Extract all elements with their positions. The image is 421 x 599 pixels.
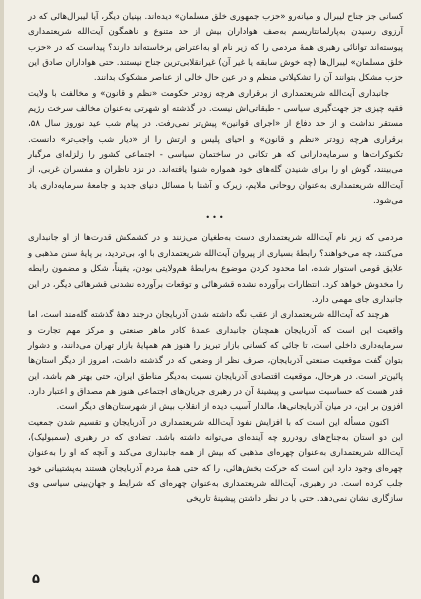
paragraph-1: کسانی جز جناح لیبرال و میانه‌رو «حزب جمهوری خلق مسلمان» دیده‌اند. بپنیان دیگر، آیا لیبرال‌هائی که در آرزوی رسیدن به‌پارلمانتاریسم به‌صف هواداران بیش از حد متنوع و ناهمگون آیت‌الله شریعتمداری پیوسته‌اند توانائی رهبری همهٔ مردمی را که زیر نام او به‌اعتراض برخاسته‌اند دارند؟ پیداست که در «حزب خلق مسلمان» لیبرال‌ها (چه خوش سابقه یا غیر آن) غیرانقلابی‌ترین جناح نیستند. حتی هواداران صادق این حزب مشکل بتوانند آن را تشکیلاتی منظم و در عین حال خالی از عناصر مشکوک بدانند. [28, 12, 403, 84]
paragraph-4: هرچند که آیت‌الله شریعتمداری از عقب نگه داشته شدن آذربایجان درجند دههٔ گذشته گله‌مند است، اما واقعیت این است که آذربایجان همچنان جانبداری عمدهٔ کادر ماهر صنعتی و مرکز مهم تجارت و سرمایه‌داری داخلی است، تا جائی که کسانی بازار تبریز را هنوز هم همپایهٔ بازار تهران می‌دانند، و دشوار بتوان گفت موقعیت صنعتی آذربایجان، صرف نظر از وضعی که در گذشته داشت، امروز از دیگر استان‌ها پائین‌تر است. در هرحال، موقعیت اقتصادی آذربایجان نسبت به‌دیگر مناطق ایران، حتی بهتر هم باشد، این قدر هست که حساسیت سیاسی و پیشینهٔ آن در رهبری جریان‌های اجتماعی هنوز هم مصداق و اعتبار دارد. افزون بر این، در میان آذربایجانی‌ها، مالدار آسیب دیده از انقلاب بیش از شهرستان‌های دیگر است. [28, 310, 403, 413]
paragraph-3: مردمی که زیر نام آیت‌الله شریعتمداری دست به‌طغیان می‌زنند و در کشمکش قدرت‌ها از او جانبداری می‌کنند، چه می‌خواهند؟ رابطهٔ بسیاری از پیروان آیت‌الله شریعتمداری با او، بی‌تردید، بر پایهٔ سنن مذهبی و علایق قومی استوار شده، اما محدود کردن موضوع به‌رابطهٔ هم‌ولایتی بودن، یقیناً، شکل و مضمون رابطه را مخدوش خواهد کرد. انتظارات برآورده نشده قشرهائی و توقعات برآورده نشدنی قشرهائی دیگر، در این جانبداری جای مهمی دارد. [28, 233, 403, 305]
article-body [28, 10, 403, 508]
page-number: ۵ [32, 572, 40, 587]
paragraph-2: جانبداری آیت‌الله شریعتمداری از برقراری هرچه زودتر حکومت «نظم و قانون» و مخالفت با ولایت فقیه چیزی جز جهت‌گیری سیاسی - طبقاتی‌اش نیست. در گذشته او شهرتی به‌عنوان مخالف سرخت رژیم مستقر نداشت و از حد دفاع از «اجرای قوانین» پیش‌تر نمی‌رفت. در پیام شب عید نوروز سال ۵۸، برقراری هرچه زودتر «نظم و قانون» و احیای پلیس و ارتش را از «دیار شب واجب‌تر» دانست. تکنوکرات‌ها و سرمایه‌دارانی که هر تکانی در ساختمان سیاسی - اجتماعی کشور را زلزله‌ای مرگبار می‌بینند، گوش او را برای شنیدن گله‌های خود همواره شنوا یافته‌اند. در نزد ناظران و مفسران غربی، از آیت‌الله شریعتمداری به‌عنوان روحانی ملایم، زیرک و آشنا با مسائل دنیای جدید و جامعهٔ سرمایه‌داری یاد می‌شود. [28, 88, 403, 207]
paragraph-5: اکنون مسأله این است که با افزایش نفوذ آیت‌الله شریعتمداری در آذربایجان و تقسیم شدن جمعیت این دو استان به‌جناح‌های رودررو چه آینده‌ای می‌توانه داشته باشد. تضادی که در رهبری (سمبولیک)، آیت‌الله شریعتمداری به‌عنوان چهره‌ای مذهبی که بیش از همه جانبداری می‌کند و آنچه که او را به‌عنوان چهره‌ای وجود دارد این است که حرکت بخش‌هائی، را که حتی همهٔ مردم آذربایجان هستند به‌پشتیبانی خود جلب کرده است. در رهبری، آیت‌الله شریعتمداری به‌عنوان چهره‌ای که شرایط و جهان‌بینی سیاسی وی سازگاری نشان نمی‌دهد. حتی با در نظر داشتن پیشینهٔ تاریخی [28, 417, 403, 505]
section-separator: ••• [205, 213, 226, 223]
